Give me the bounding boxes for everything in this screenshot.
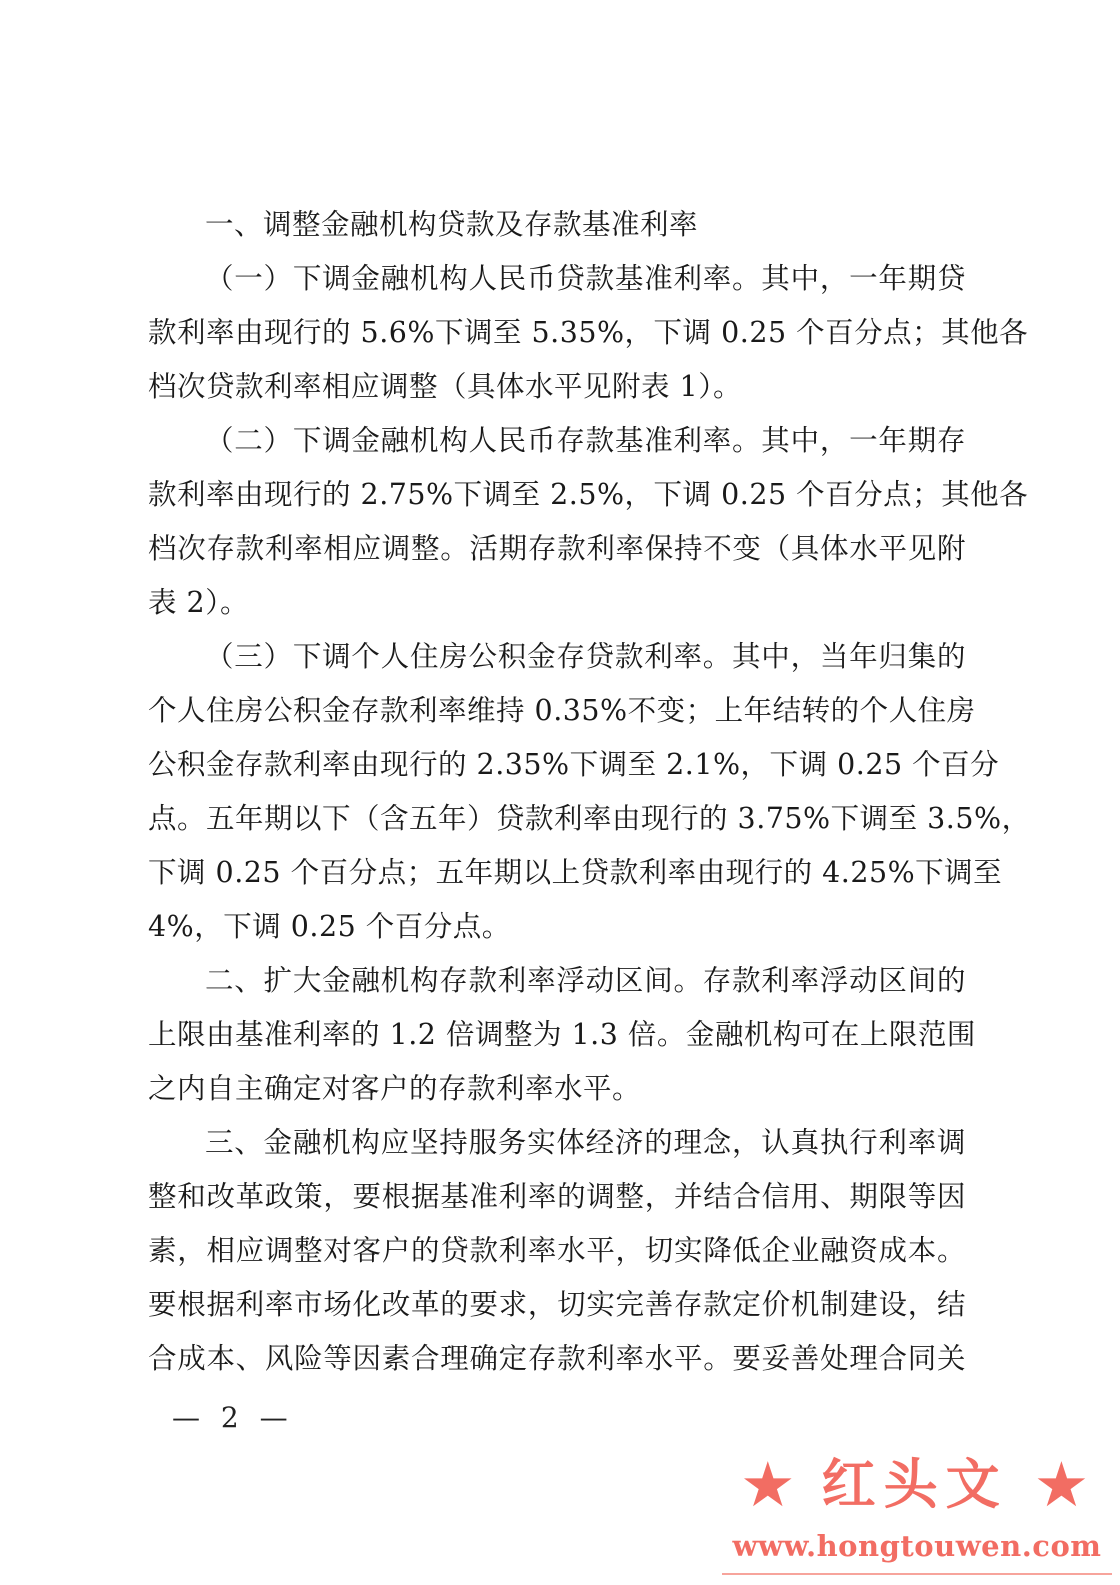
text-line: （三）下调个人住房公积金存贷款利率。其中，当年归集的 <box>205 640 966 673</box>
text-line: 下调 0.25 个百分点；五年期以上贷款利率由现行的 4.25%下调至 <box>148 856 1003 889</box>
text-line: 素，相应调整对客户的贷款利率水平，切实降低企业融资成本。 <box>148 1234 966 1267</box>
watermark <box>722 1448 1112 1581</box>
text-line: （二）下调金融机构人民币存款基准利率。其中，一年期存 <box>205 424 966 457</box>
watermark-banner <box>740 1448 1090 1521</box>
star-icon: ★ <box>1033 1448 1090 1521</box>
text-line: 档次存款利率相应调整。活期存款利率保持不变（具体水平见附 <box>148 532 966 565</box>
text-line: 款利率由现行的 5.6%下调至 5.35%，下调 0.25 个百分点；其他各 <box>148 316 1029 349</box>
text-line: 要根据利率市场化改革的要求，切实完善存款定价机制建设，结 <box>148 1288 966 1321</box>
page-number: — 2 — <box>172 1401 294 1434</box>
text-line: 4%，下调 0.25 个百分点。 <box>148 910 511 943</box>
star-icon: ★ <box>740 1448 796 1521</box>
document-body <box>148 198 1031 1386</box>
text-line: 一、调整金融机构贷款及存款基准利率 <box>205 208 699 241</box>
watermark-brand: 红头文 <box>821 1453 1008 1516</box>
text-line: 之内自主确定对客户的存款利率水平。 <box>148 1072 642 1105</box>
text-line: 档次贷款利率相应调整（具体水平见附表 1）。 <box>148 370 742 403</box>
text-line: 款利率由现行的 2.75%下调至 2.5%，下调 0.25 个百分点；其他各 <box>148 478 1029 511</box>
text-line: 点。五年期以下（含五年）贷款利率由现行的 3.75%下调至 3.5%， <box>148 802 1031 835</box>
text-line: （一）下调金融机构人民币贷款基准利率。其中，一年期贷 <box>205 262 966 295</box>
text-line: 上限由基准利率的 1.2 倍调整为 1.3 倍。金融机构可在上限范围 <box>148 1018 976 1051</box>
text-line: 二、扩大金融机构存款利率浮动区间。存款利率浮动区间的 <box>205 964 966 997</box>
watermark-underline <box>722 1573 1112 1575</box>
text-line: 合成本、风险等因素合理确定存款利率水平。要妥善处理合同关 <box>148 1342 966 1375</box>
text-line: 整和改革政策，要根据基准利率的调整，并结合信用、期限等因 <box>148 1180 966 1213</box>
text-line: 表 2）。 <box>148 586 249 619</box>
text-line: 公积金存款利率由现行的 2.35%下调至 2.1%，下调 0.25 个百分 <box>148 748 1000 781</box>
text-line: 三、金融机构应坚持服务实体经济的理念，认真执行利率调 <box>205 1126 966 1159</box>
watermark-url: www.hongtouwen.com <box>732 1529 1102 1563</box>
text-line: 个人住房公积金存款利率维持 0.35%不变；上年结转的个人住房 <box>148 694 976 727</box>
